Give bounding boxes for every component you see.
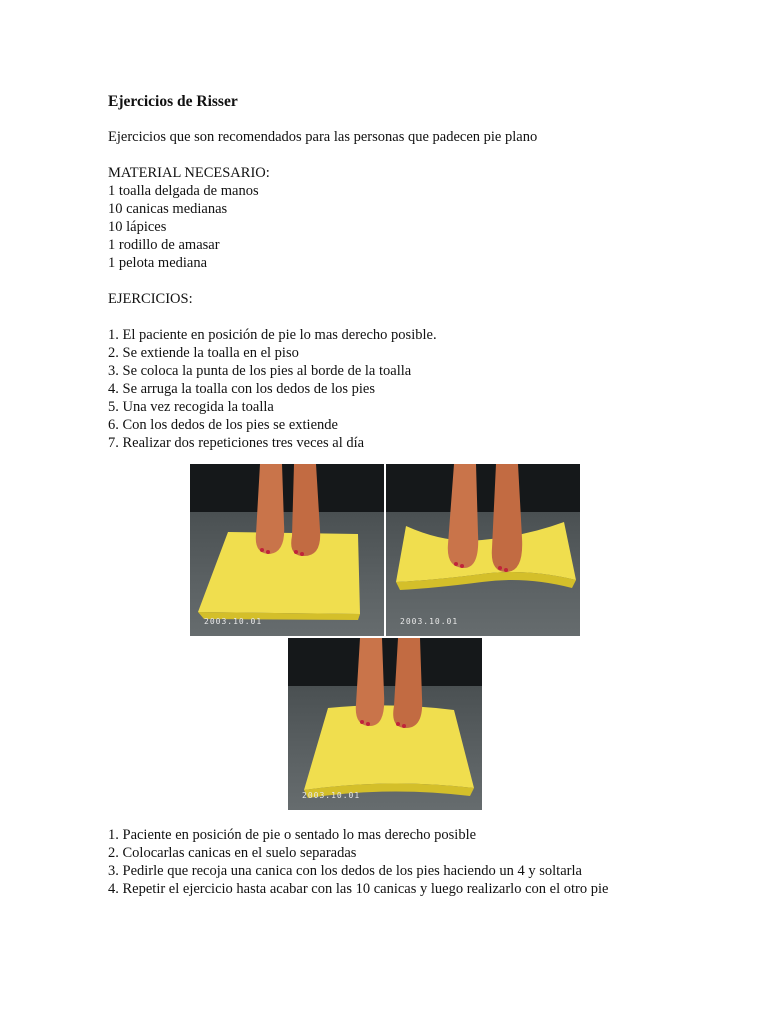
photo-date-stamp: 2003.10.01 (400, 617, 459, 626)
page-title: Ejercicios de Risser (108, 93, 238, 110)
list-item: 4. Se arruga la toalla con los dedos de los pies (108, 381, 375, 397)
list-item: 6. Con los dedos de los pies se extiende (108, 417, 338, 433)
list-item: 3. Pedirle que recoja una canica con los dedos de los pies haciendo un 4 y soltarla (108, 863, 582, 879)
list-item: 1 rodillo de amasar (108, 237, 220, 253)
feet-extending-towel-illustration (288, 638, 482, 810)
exercises-heading: EJERCICIOS: (108, 291, 193, 307)
list-item: 7. Realizar dos repeticiones tres veces al día (108, 435, 365, 451)
list-item: 1. El paciente en posición de pie lo mas derecho posible. (108, 327, 437, 343)
towel-exercise-photos (190, 464, 580, 810)
material-heading: MATERIAL NECESARIO: (108, 165, 270, 181)
list-item: 10 lápices (108, 219, 167, 235)
photo-towel-gathered (386, 464, 580, 636)
photo-towel-flat (190, 464, 384, 636)
document-body (108, 92, 708, 452)
photo-date-stamp: 2003.10.01 (302, 791, 361, 800)
list-item: 2. Colocarlas canicas en el suelo separadas (108, 845, 357, 861)
list-item: 5. Una vez recogida la toalla (108, 399, 274, 415)
materials-list (108, 182, 708, 272)
photo-date-stamp: 2003.10.01 (204, 617, 263, 626)
list-item: 1. Paciente en posición de pie o sentado lo mas derecho posible (108, 827, 477, 843)
list-item: 1 pelota mediana (108, 255, 208, 271)
photo-towel-extended (288, 638, 482, 810)
list-item: 4. Repetir el ejercicio hasta acabar con las 10 canicas y luego realizarlo con el otro pie (108, 881, 609, 897)
exercise1-steps (108, 326, 708, 452)
list-item: 1 toalla delgada de manos (108, 183, 259, 199)
list-item: 3. Se coloca la punta de los pies al borde de la toalla (108, 363, 412, 379)
document-subtitle: Ejercicios que son recomendados para las personas que padecen pie plano (108, 129, 538, 145)
list-item: 2. Se extiende la toalla en el piso (108, 345, 299, 361)
list-item: 10 canicas medianas (108, 201, 228, 217)
feet-on-towel-illustration (190, 464, 384, 636)
exercise2-steps (108, 826, 708, 898)
feet-gathering-towel-illustration (386, 464, 580, 636)
